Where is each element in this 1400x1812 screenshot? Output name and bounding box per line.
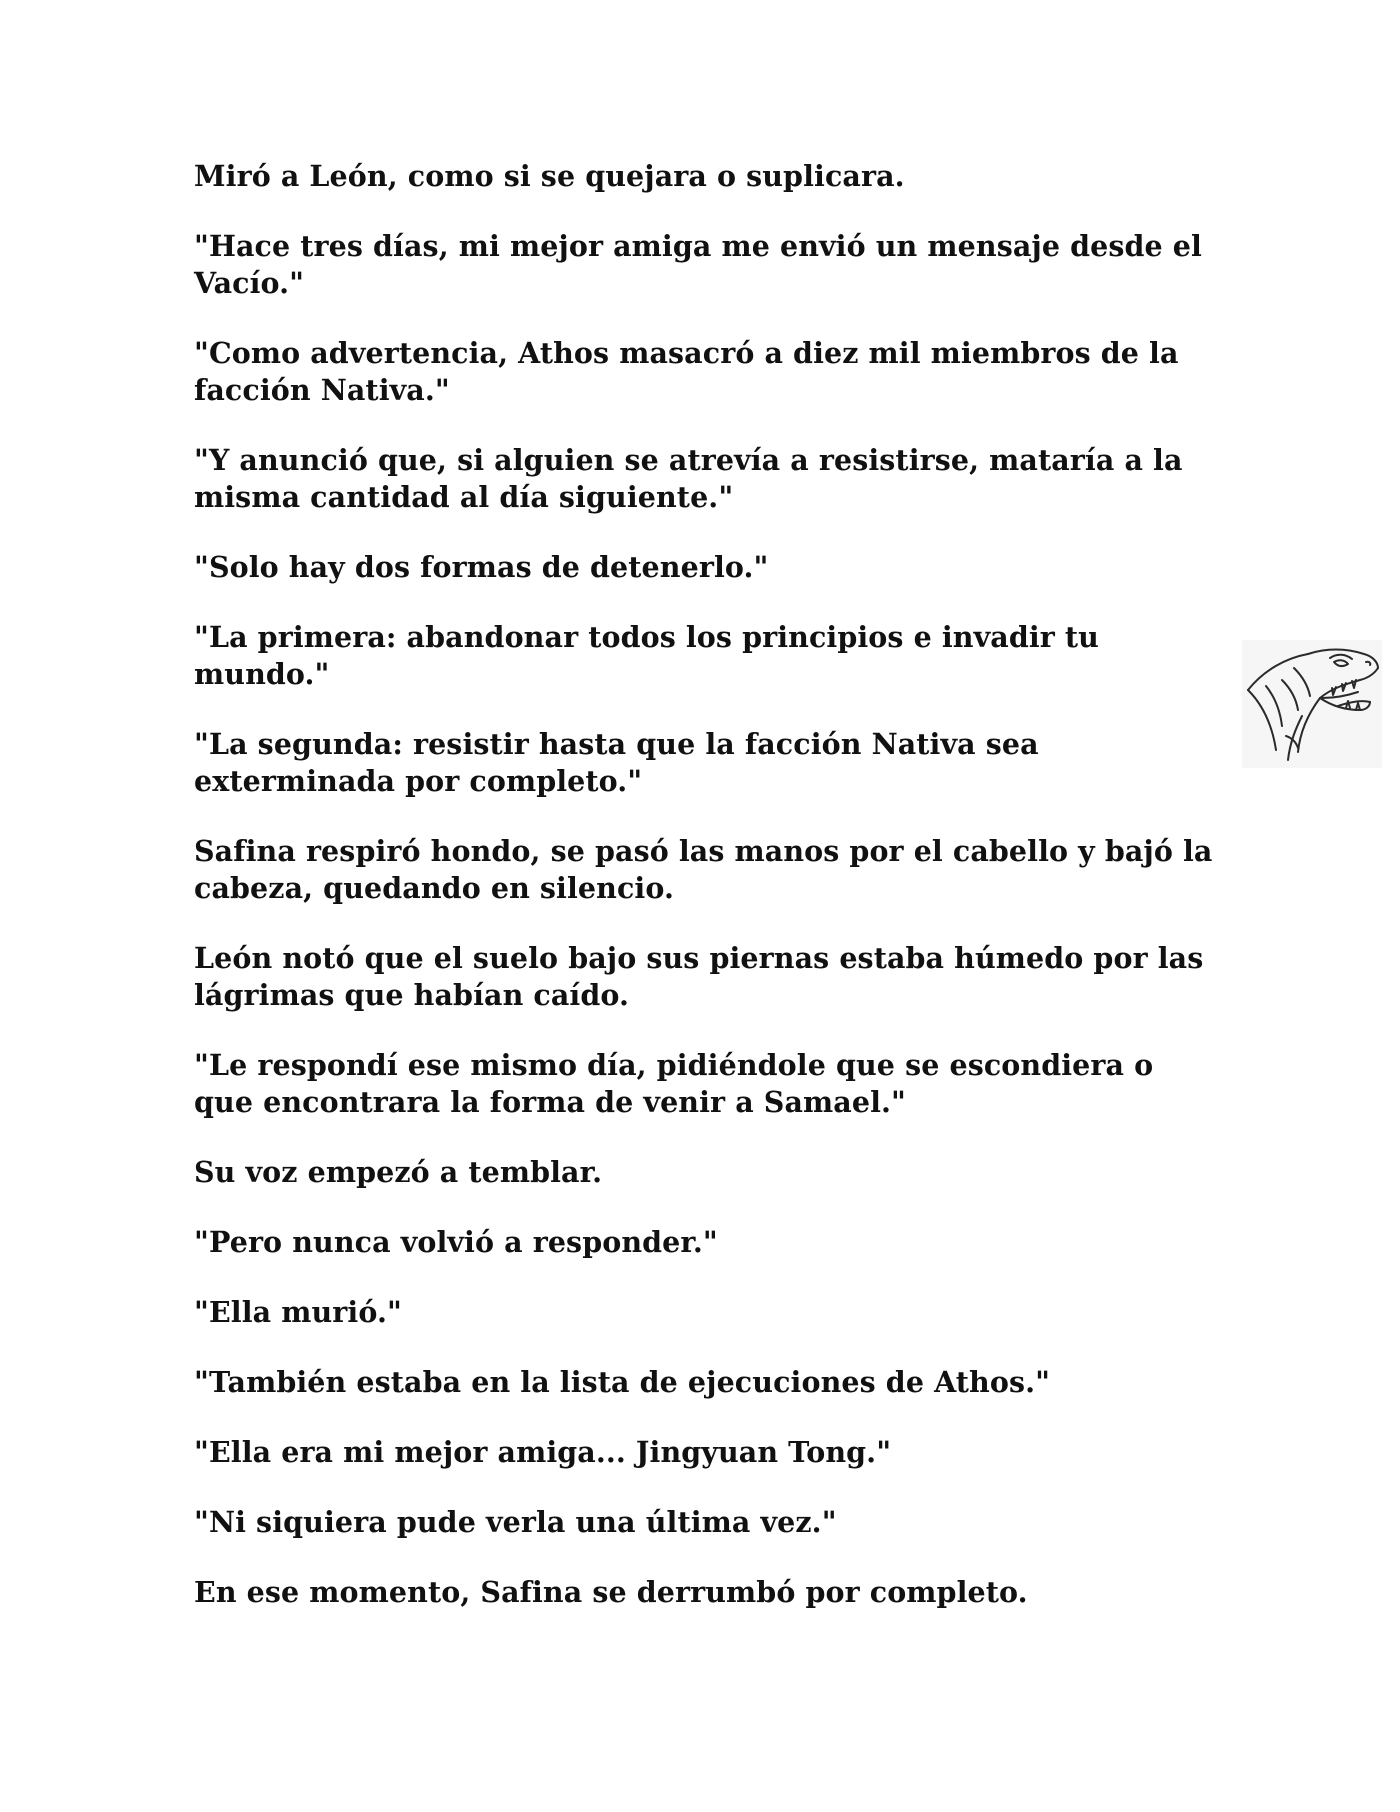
paragraph: "Le respondí ese mismo día, pidiéndole que se escondiera o que encontrara la forma de venir a Samael." [194,1048,1154,1119]
paragraph: Safina respiró hondo, se pasó las manos por el cabello y bajó la cabeza, quedando en silencio. [194,834,1213,905]
paragraph: "Ni siquiera pude verla una última vez." [194,1505,837,1539]
paragraph: "Hace tres días, mi mejor amiga me envió un mensaje desde el Vacío." [194,229,1202,300]
paragraph: En ese momento, Safina se derrumbó por completo. [194,1575,1028,1609]
paragraph: "Ella murió." [194,1295,402,1329]
paragraph: Su voz empezó a temblar. [194,1155,603,1189]
paragraph: "Pero nunca volvió a responder." [194,1225,718,1259]
paragraph: "Y anunció que, si alguien se atrevía a resistirse, mataría a la misma cantidad al día siguiente." [194,443,1183,514]
paragraph: "También estaba en la lista de ejecuciones de Athos." [194,1365,1051,1399]
paragraph: "Solo hay dos formas de detenerlo." [194,550,769,584]
paragraph: "La segunda: resistir hasta que la facción Nativa sea exterminada por completo." [194,727,1039,798]
paragraph: "Como advertencia, Athos masacró a diez mil miembros de la facción Nativa." [194,336,1179,407]
paragraph: "Ella era mi mejor amiga... Jingyuan Tong." [194,1435,892,1469]
paragraph: León notó que el suelo bajo sus piernas estaba húmedo por las lágrimas que habían caído. [194,941,1204,1012]
paragraph: Miró a León, como si se quejara o suplicara. [194,159,905,193]
page-text [194,158,1214,1644]
paragraph: "La primera: abandonar todos los principios e invadir tu mundo." [194,620,1099,691]
dinosaur-head-sketch-icon [1242,640,1382,768]
